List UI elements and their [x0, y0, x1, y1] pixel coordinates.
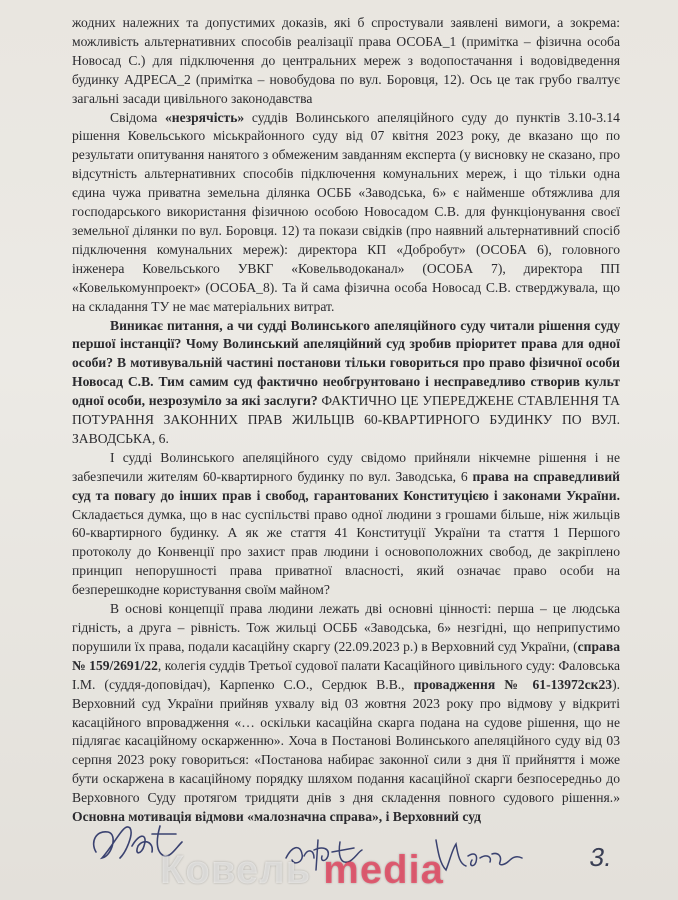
- bold-text: Основна мотивація відмови «малозначна справа», і Верховний суд: [72, 809, 482, 825]
- text-run: жодних належних та допустимих доказів, які б спростували заявлені вимоги, а зокрема: можливість альтернативних способів реалізації права ОСОБА_1 (примітка – фізична особа Новосад С.) для підключення до центральних мереж з водопостачання і водовідведення будинку АДРЕСА_2 (примітка – новобудова по вул. Боровця, 12). Ось це так грубо гвалтує загальні засади цивільного законодавства: [72, 15, 620, 106]
- text-run: ФАКТИЧНО ЦЕ УПЕРЕДЖЕНЕ СТАВЛЕННЯ ТА ПОТУРАННЯ ЗАКОННИХ ПРАВ ЖИЛЬЦІВ 60-КВАРТИРНОГО БУДИНКУ ПО ВУЛ. ЗАВОДСЬКА, 6.: [72, 393, 620, 446]
- text-run: І судді Волинського апеляційного суду свідомо прийняли нікчемне рішення і не забезпечили жителям 60-квартирного будинку по вул. Заводська, 6: [72, 449, 620, 484]
- text-run: В основі концепції права людини лежать дві основні цінності: перша – це людська гідність, а друга – рівність. Тож жильці ОСББ «Заводська, 6» незгідні, що неприпустимо порушили їх права, подали касаційну скаргу (22.09.2023 р.) в Верховний суд України, (: [72, 601, 620, 654]
- document-body: [72, 14, 620, 827]
- bold-text: справа № 159/2691/22: [72, 638, 620, 673]
- paragraph: [72, 600, 620, 827]
- text-run: Свідома: [110, 109, 165, 125]
- bold-text: провадження № 61-13972ск23: [413, 676, 613, 692]
- paragraph: [72, 14, 620, 109]
- watermark-logo: [160, 848, 444, 893]
- text-run: суддів Волинського апеляційного суду до пунктів 3.10-3.14 рішення Ковельського міськрайонного суду від 07 квітня 2023 року, де вказано що по результати опитування нанятого з обмеженим завданням експерта (у висновку не сказано, про відсутність альтернативних способів підключення комунальних мереж, і що тільки одна єдина чужа приватна земельна ділянка ОСББ «Заводська, 6» є найменше обтяжлива для господарського використання фізичною особою Новосадом С.В. для функціонування своєї земельної ділянки по вул. Боровця. 12) та покази свідків (про наявний альтернативний спосіб підключення комунальних мереж): директора КП «Добробут» (ОСОБА 6), головного інженера Ковельського УВКГ «Ковельводоканал» (ОСОБА 7), директора ПП «Ковелькомунпроект» (ОСОБА_8). Та й сама фізична особа Новосад С.В. стверджувала, що на складання ТУ не має матеріальних витрат.: [72, 109, 620, 314]
- watermark-accent: media: [323, 848, 444, 892]
- text-run: Складається думка, що в нас суспільстві право одної людини з грошами більше, ніж жильців 60-квартирного будинку. А як же стаття 41 Конституції України та стаття 1 Першого протоколу до Конвенції про захист прав людини і основоположних свобод, де закріплено принцип непорушності права приватної власності, який означає право особи на безперешкодне користування своїм майном?: [72, 506, 620, 598]
- bold-text: Виникає питання, а чи судді Волинського апеляційного суду читали рішення суду першої інстанції? Чому Волинський апеляційний суд зробив пріоритет права для одної особи? В мотивувальній частині постанови тільки говориться про право фізичної особи Новосад С.В. Тим самим суд фактично необгрунтовано і несправедливо створив культ одної особи, незрозуміло за які заслуги?: [72, 317, 620, 409]
- watermark-text: Ковель: [160, 848, 324, 892]
- bold-text: «незрячість»: [165, 109, 245, 125]
- paragraph: [72, 317, 620, 449]
- text-run: ). Верховний суд України прийняв ухвалу від 03 жовтня 2023 року про відмову у відкриті касаційного впровадження «… оскільки касаційна скарга подана на судове рішення, що не підлягає касаційному оскарженню». Хоча в Постанові Волинського апеляційного суду від 03 серпня 2023 року говориться: «Постанова набирає законної сили з дня її прийняття і може бути оскаржена в касаційному порядку шляхом подання касаційної скарги безпосередньо до Верховного Суду протягом тридцяти днів з дня складення повного судового рішення.»: [72, 676, 620, 806]
- page-number: 3.: [587, 842, 615, 872]
- paragraph: [72, 109, 620, 317]
- paragraph: [72, 449, 620, 600]
- text-run: , колегія суддів Третьої судової палати Касаційного цивільного суду: Фаловська І.М. (суддя-доповідач), Карпенко С.О., Сердюк В.В.,: [72, 657, 620, 692]
- bold-text: права на справедливий суд та повагу до інших прав і свобод, гарантованих Конституцією і законами України.: [72, 468, 620, 503]
